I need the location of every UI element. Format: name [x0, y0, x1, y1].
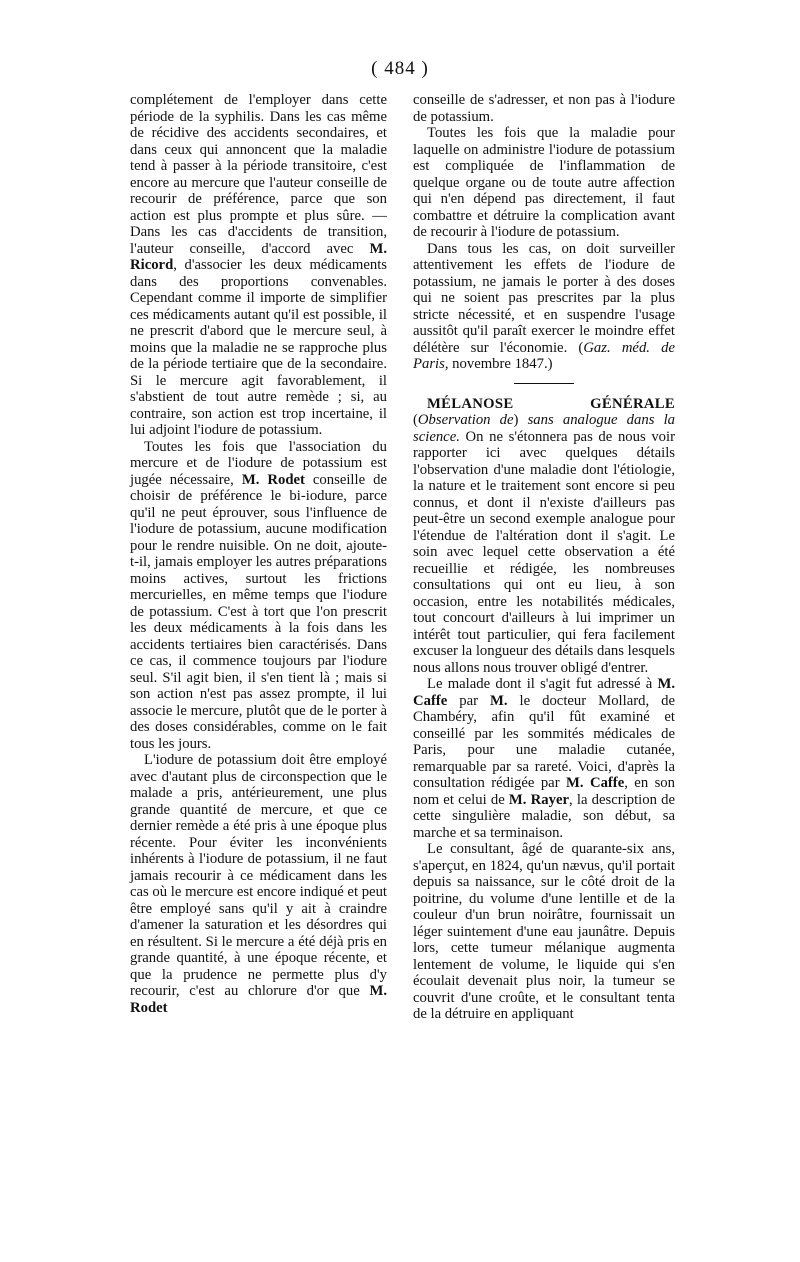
left-column: [130, 92, 387, 1016]
text-run: par: [447, 692, 490, 709]
text-run: On ne s'étonnera pas de nous voir rapporter ici avec quelques détails l'observation d'une maladie dont l'étiologie, la nature et le traitement sont encore si peu connus, et dont il n'existe d'ailleurs pas peut-être un second exemple analogue pour l'étendue de l'altération dont il s'agit. Le soin avec lequel cette observation a été recueillie et rédigée, les nombreuses consultations qui ont eu lieu, à son occasion, entre les notabilités médicales, tout concourt d'ailleurs à lui imprimer un intérêt tout particulier, qui fera facilement excuser la longueur des détails dans lesquels nous allons nous trouver obligé d'entrer.: [413, 428, 675, 676]
text-run: le docteur Mollard, de Chambéry, afin qu'il fût examiné et conseillé par les sommités médicales de Paris, pour une maladie cutanée, remarquable par sa rareté. Voici, d'après la consultation rédigée par: [413, 692, 675, 791]
heading-subtitle: sans analogue dans la science.: [413, 412, 675, 445]
text-run: Le malade dont il s'agit fut adressé à: [427, 676, 658, 692]
person-name: M. Caffe: [413, 676, 675, 709]
section-heading-paragraph: [413, 396, 675, 677]
section-divider: [514, 383, 574, 384]
author-name: M. Ricord: [130, 240, 387, 273]
right-paragraph-3: [413, 241, 675, 373]
page-number: ( 484 ): [371, 58, 429, 79]
text-run: Dans tous les cas, on doit surveiller attentivement les effets de l'iodure de potassium, ne jamais le porter à des doses qui ne soient pas prescrites par la plus stricte nécessité, et en suspendre l'usage aussitôt qu'il paraît exercer le moindre effet délétère sur l'économie. (: [413, 240, 675, 356]
text-run: , d'associer les deux médicaments dans des proportions convenables. Cependant comme il importe de simplifier ces médicaments autant qu'il est possible, il ne prescrit d'abord que le mercure seul, à moins que la maladie ne se rapproche plus de la période tertiaire que de la secondaire. Si le mercure agit favorablement, il s'abstient de tout autre remède ; si, au contraire, son action est trop incertaine, il lui adjoint l'iodure de potassium.: [130, 257, 387, 438]
right-column: [413, 92, 675, 1023]
author-name: M. Rodet: [130, 983, 387, 1016]
text-run: conseille de choisir de préférence le bi-iodure, parce qu'il ne peut éprouver, sous l'influence de l'iodure de potassium, aucune modification pour le rendre nuisible. On ne doit, ajoute-t-il, jamais employer les autres préparations moins actives, surtout les frictions mercurielles, en même temps que l'iodure de potassium. C'est à tort que l'on prescrit les deux médicaments à la fois dans les accidents tertiaires bien caractérisés. Dans ce cas, il commence toujours par l'iodure seul. S'il agit bien, il s'en tient là ; mais si son action n'est pas assez prompte, il lui associe le mercure, plutôt que de le porter à des doses considérables, comme on le fait tous les jours.: [130, 471, 387, 752]
right-paragraph-6: Le consultant, âgé de quarante-six ans, s'aperçut, en 1824, qu'un nævus, qu'il portait depuis sa naissance, sur le côté droit de la poitrine, du volume d'une lentille et de la couleur d'un brun noirâtre, fournissait un léger suintement d'une eau jaunâtre. Depuis lors, cette tumeur mélanique augmenta lentement de volume, le liquide qui s'en écoulait devenait plus noir, la tumeur se couvrit d'une croûte, et le consultant tenta de la détruire en appliquant: [413, 841, 675, 1022]
text-run: , la description de cette singulière maladie, son début, sa marche et sa terminaison.: [413, 791, 675, 841]
right-paragraph-2: Toutes les fois que la maladie pour laquelle on administre l'iodure de potassium est compliquée de l'inflammation de quelque organe ou de toute autre affection qui n'en dépend pas directement, il faut combattre et détruire la complication avant de recourir à l'iodure de potassium.: [413, 125, 675, 240]
person-name: M. Caffe: [566, 775, 625, 791]
right-paragraph-5: [413, 676, 675, 841]
left-paragraph-2: [130, 439, 387, 753]
text-run: , en son nom et celui de: [413, 775, 675, 808]
author-name: M. Rodet: [241, 471, 305, 488]
left-paragraph-1: [130, 92, 387, 439]
person-name: M.: [490, 692, 508, 709]
heading-subtitle: Observation de: [417, 412, 514, 428]
text-run: complétement de l'employer dans cette période de la syphilis. Dans les cas même de récidive des accidents secondaires, et dans ceux qui annoncent que la maladie tend à passer à la période transitoire, c'est encore au mercure que l'auteur conseille de recourir de préférence, parce que son action est plus prompte et plus sûre. — Dans les cas d'accidents de transition, l'auteur conseille, d'accord avec: [130, 92, 387, 257]
text-run: , novembre 1847.): [444, 356, 553, 372]
citation: Gaz. méd. de Paris: [413, 339, 675, 372]
text-run: Toutes les fois que l'association du mercure et de l'iodure de potassium est jugée nécessaire,: [130, 438, 387, 488]
text-run: L'iodure de potassium doit être employé avec d'autant plus de circonspection que le malade a pris, antérieurement, une plus grande quantité de mercure, et que ce dernier remède a été pris à une époque plus récente. Pour éviter les inconvénients inhérents à l'iodure de potassium, il ne faut jamais recourir à ce médicament dans les cas où le mercure est encore indiqué et peut être employé sans qu'il y ait à craindre d'amener la saturation et les désordres qui en résultent. Si le mercure a été déjà pris en grande quantité, à une époque récente, et que la prudence ne permette plus d'y recourir, c'est au chlorure d'or que: [130, 752, 387, 999]
left-paragraph-3: [130, 752, 387, 1016]
text-run: (: [413, 412, 418, 428]
text-run: ): [513, 412, 528, 428]
right-paragraph-1: conseille de s'adresser, et non pas à l'iodure de potassium.: [413, 92, 675, 125]
section-heading: MÉLANOSE GÉNÉRALE: [427, 395, 675, 412]
person-name: M. Rayer: [508, 791, 569, 808]
